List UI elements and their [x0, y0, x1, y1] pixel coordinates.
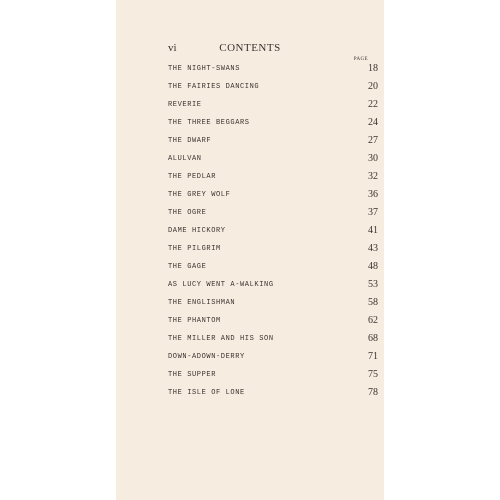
entry-page: 20	[368, 81, 378, 92]
contents-row	[168, 243, 378, 261]
contents-row	[168, 207, 378, 225]
entry-page: 68	[368, 333, 378, 344]
entry-page: 48	[368, 261, 378, 272]
contents-row	[168, 63, 378, 81]
contents-row	[168, 279, 378, 297]
entry-title: AS LUCY WENT A-WALKING	[168, 281, 274, 289]
page-folio: vi	[168, 42, 177, 54]
entry-page: 37	[368, 207, 378, 218]
contents-row	[168, 297, 378, 315]
contents-row	[168, 369, 378, 387]
entry-page: 24	[368, 117, 378, 128]
entry-page: 41	[368, 225, 378, 236]
entry-title: THE GAGE	[168, 263, 207, 271]
entry-page: 30	[368, 153, 378, 164]
entry-page: 43	[368, 243, 378, 254]
entry-title: DOWN-ADOWN-DERRY	[168, 353, 245, 361]
contents-row	[168, 387, 378, 405]
contents-row	[168, 261, 378, 279]
contents-list	[168, 63, 378, 405]
entry-title: THE DWARF	[168, 137, 212, 145]
entry-page: 27	[368, 135, 378, 146]
entry-page: 62	[368, 315, 378, 326]
entry-title: THE PILGRIM	[168, 245, 221, 253]
entry-page: 22	[368, 99, 378, 110]
contents-row	[168, 81, 378, 99]
contents-row	[168, 225, 378, 243]
contents-row	[168, 351, 378, 369]
entry-title: THE FAIRIES DANCING	[168, 83, 260, 91]
contents-row	[168, 315, 378, 333]
entry-page: 58	[368, 297, 378, 308]
entry-page: 18	[368, 63, 378, 74]
entry-page: 36	[368, 189, 378, 200]
book-page	[116, 0, 384, 500]
entry-title: THE PEDLAR	[168, 173, 217, 181]
contents-row	[168, 117, 378, 135]
entry-page: 75	[368, 369, 378, 380]
entry-title: THE OGRE	[168, 209, 207, 217]
entry-page: 71	[368, 351, 378, 362]
entry-title: DAME HICKORY	[168, 227, 226, 235]
entry-title: THE GREY WOLF	[168, 191, 231, 199]
entry-page: 32	[368, 171, 378, 182]
entry-title: THE PHANTOM	[168, 317, 221, 325]
contents-row	[168, 171, 378, 189]
contents-row	[168, 99, 378, 117]
entry-title: THE ISLE OF LONE	[168, 389, 245, 397]
entry-title: THE NIGHT-SWANS	[168, 65, 241, 73]
contents-row	[168, 189, 378, 207]
entry-title: REVERIE	[168, 101, 202, 109]
page-header	[116, 42, 384, 58]
entry-page: 78	[368, 387, 378, 398]
page-column-label: PAGE	[353, 57, 368, 62]
entry-title: THE SUPPER	[168, 371, 217, 379]
contents-row	[168, 153, 378, 171]
contents-row	[168, 333, 378, 351]
page-title: CONTENTS	[219, 42, 281, 54]
entry-page: 53	[368, 279, 378, 290]
entry-title: THE THREE BEGGARS	[168, 119, 250, 127]
contents-row	[168, 135, 378, 153]
entry-title: THE MILLER AND HIS SON	[168, 335, 274, 343]
entry-title: ALULVAN	[168, 155, 202, 163]
entry-title: THE ENGLISHMAN	[168, 299, 236, 307]
